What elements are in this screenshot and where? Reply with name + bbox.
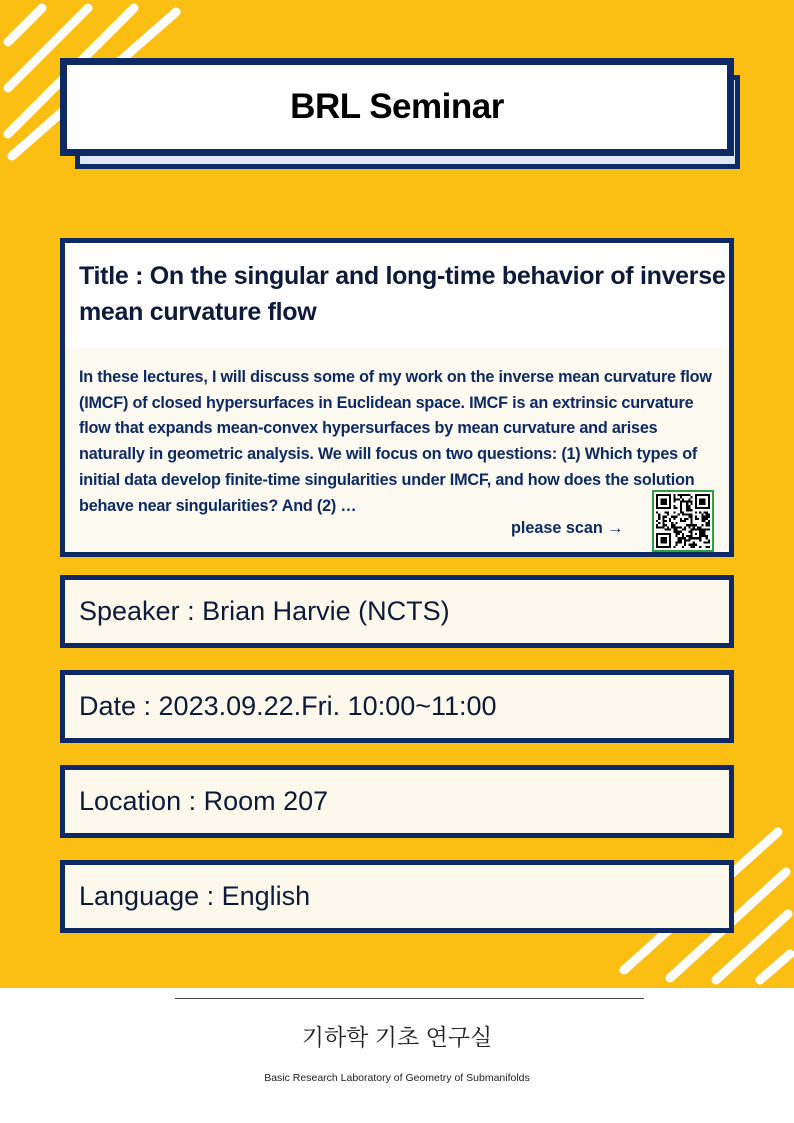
location-text: Location : Room 207 [79, 786, 329, 816]
qr-code-pattern [656, 494, 710, 548]
location-box [60, 765, 734, 838]
footer-org-english: Basic Research Laboratory of Geometry of Submanifolds [264, 1072, 530, 1084]
title-box [60, 58, 734, 156]
scan-prompt: please scan → [511, 519, 624, 537]
speaker-text: Speaker : Brian Harvie (NCTS) [79, 596, 450, 626]
qr-code-icon[interactable] [652, 490, 714, 552]
language-text: Language : English [79, 881, 311, 911]
language-box [60, 860, 734, 933]
abstract-box [60, 238, 734, 557]
footer-org-korean: 기하학 기초 연구실 [301, 1024, 493, 1050]
speaker-box [60, 575, 734, 648]
footer-divider [175, 998, 644, 999]
abstract-text: In these lectures, I will discuss some of my work on the inverse mean curvature flow (IMCF) of closed hypersurfaces in Euclidean space. IMCF is an extrinsic curvature flow that expands mean-convex hypersurfaces by mean curvature and arises naturally in geometric analysis. We will focus on two questions: (1) Which types of initial data develop finite-time singularities under IMCF, and how does the solution behave near singularities? And (2) … [79, 368, 712, 515]
talk-title: Title : On the singular and long-time behavior of inverse mean curvature flow [79, 262, 726, 326]
date-text: Date : 2023.09.22.Fri. 10:00~11:00 [79, 691, 497, 721]
seminar-title: BRL Seminar [290, 87, 504, 126]
date-box [60, 670, 734, 743]
